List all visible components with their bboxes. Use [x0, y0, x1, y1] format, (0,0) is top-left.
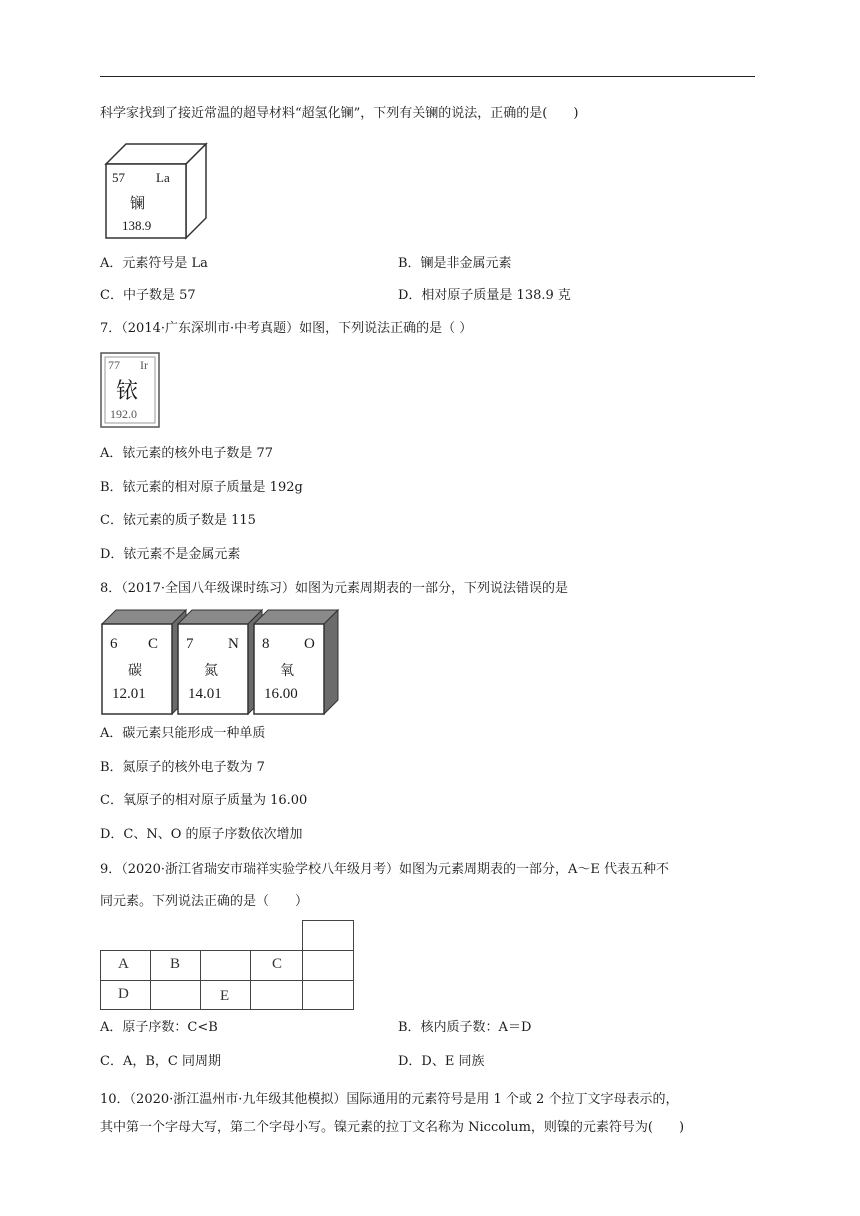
q7-atomic-mass: 192.0: [110, 407, 137, 421]
q9-periodic-table-fragment: [100, 920, 354, 1010]
q8-tile-o-number: 8: [262, 636, 270, 652]
q10-stem-line2: 其中第一个字母大写，第二个字母小写。镍元素的拉丁文名称为 Niccolum，则镍的元素符号为( ): [100, 1120, 685, 1135]
q6-element-name: 镧: [130, 196, 146, 212]
q6-symbol: La: [156, 170, 170, 185]
q6-atomic-mass: 138.9: [122, 218, 152, 233]
q9-cell-a: A: [118, 956, 129, 972]
q9-option-b: B．核内质子数：A＝D: [398, 1020, 532, 1035]
q8-tile-c-mass: 12.01: [112, 686, 146, 702]
q9-option-d: D．D、E 同族: [398, 1054, 485, 1069]
q9-option-a: A．原子序数：C<B: [100, 1020, 218, 1035]
q6-option-a: A．元素符号是 La: [100, 256, 208, 271]
q9-cell-b: B: [170, 956, 181, 972]
q6-stem: 科学家找到了接近常温的超导材料“超氢化镧”，下列有关镧的说法，正确的是( ): [100, 106, 579, 121]
q6-option-c: C．中子数是 57: [100, 288, 196, 303]
q8-option-a: A．碳元素只能形成一种单质: [100, 726, 266, 741]
q8-tile-n-number: 7: [186, 636, 194, 652]
q8-option-d: D．C、N、O 的原子序数依次增加: [100, 827, 303, 842]
q7-option-c: C．铱元素的质子数是 115: [100, 513, 256, 528]
q9-option-c: C．A，B，C 同周期: [100, 1054, 221, 1069]
q7-option-b: B．铱元素的相对原子质量是 192g: [100, 480, 303, 495]
q8-tile-o-mass: 16.00: [264, 686, 298, 702]
q7-element-name: 铱: [116, 378, 139, 403]
q9-stem-line1: 9．（2020·浙江省瑞安市瑞祥实验学校八年级月考）如图为元素周期表的一部分，A～E 代表五种不: [100, 862, 669, 877]
q9-cell-e: E: [220, 988, 230, 1004]
q8-tile-o-symbol: O: [304, 636, 315, 652]
q8-tile-c-number: 6: [110, 636, 118, 652]
q8-tile-o-name: 氧: [280, 664, 294, 679]
q8-tile-n-mass: 14.01: [188, 686, 222, 702]
q6-atomic-number: 57: [112, 170, 125, 185]
q7-symbol: Ir: [140, 358, 148, 372]
q7-option-d: D．铱元素不是金属元素: [100, 547, 241, 562]
q7-atomic-number: 77: [108, 358, 120, 372]
q8-tile-c-symbol: C: [148, 636, 159, 652]
q9-cell-c: C: [272, 956, 283, 972]
q8-option-c: C．氧原子的相对原子质量为 16.00: [100, 793, 308, 808]
q9-cell-d: D: [118, 986, 129, 1002]
q7-option-a: A．铱元素的核外电子数是 77: [100, 446, 274, 461]
q8-option-b: B．氮原子的核外电子数为 7: [100, 760, 265, 775]
q8-tile-c-name: 碳: [128, 664, 142, 679]
q10-stem-line1: 10．（2020·浙江温州市·九年级其他模拟）国际通用的元素符号是用 1 个或 2 个拉丁文字母表示的，: [100, 1092, 679, 1107]
q9-stem-line2: 同元素。下列说法正确的是（ ）: [100, 894, 309, 909]
q7-stem: 7．（2014·广东深圳市·中考真题）如图，下列说法正确的是（ ）: [100, 321, 473, 336]
q8-tile-n-name: 氮: [204, 664, 218, 679]
header-rule: [100, 76, 755, 77]
q6-element-tile: [102, 140, 212, 240]
q8-tile-n-symbol: N: [228, 636, 239, 652]
q6-option-b: B．镧是非金属元素: [398, 256, 512, 271]
q6-option-d: D．相对原子质量是 138.9 克: [398, 288, 571, 303]
q8-stem: 8．（2017·全国八年级课时练习）如图为元素周期表的一部分，下列说法错误的是: [100, 581, 568, 596]
